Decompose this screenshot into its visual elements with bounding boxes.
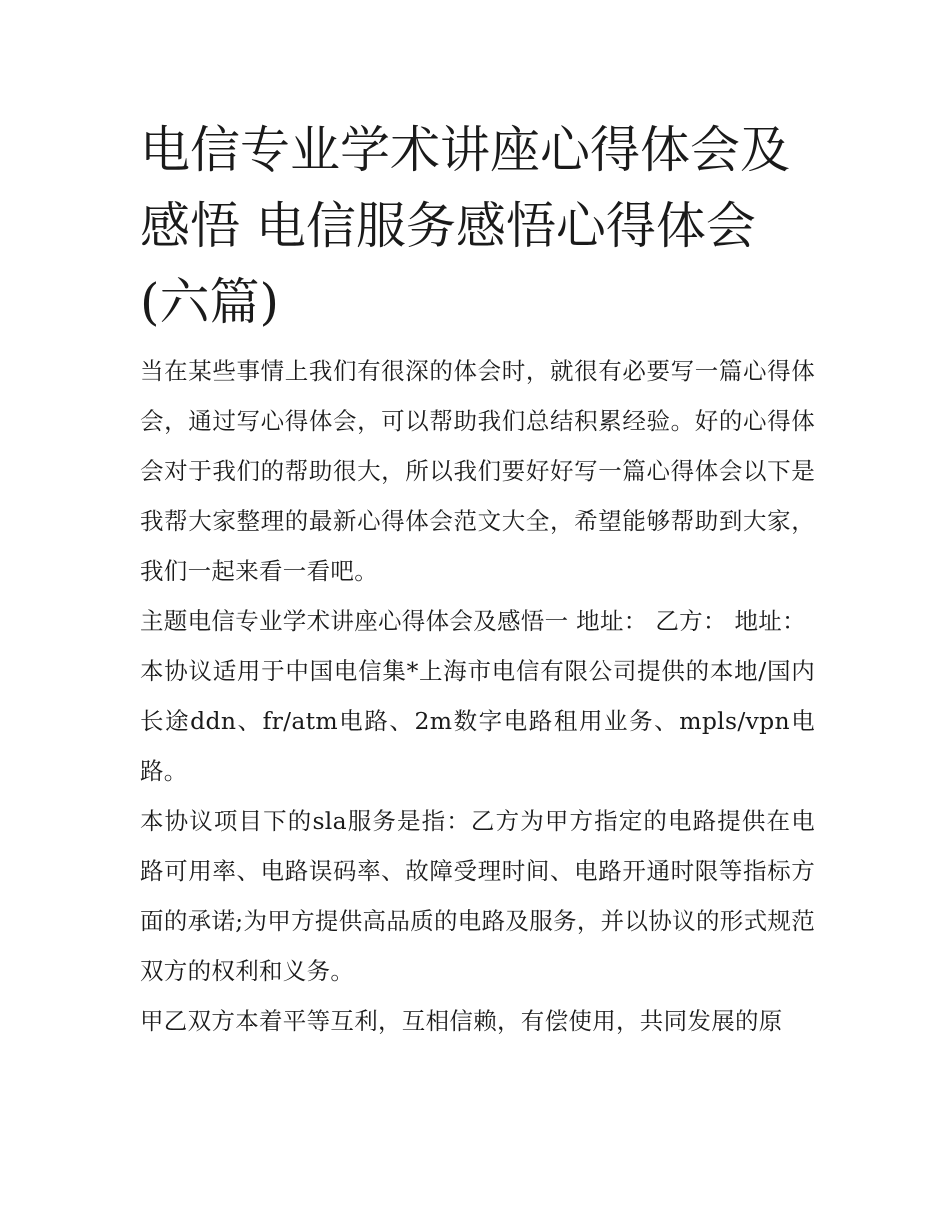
paragraph-sla: 本协议项目下的sla服务是指：乙方为甲方指定的电路提供在电路可用率、电路误码率、故障受理时间、电路开通时限等指标方面的承诺;为甲方提供高品质的电路及服务，并以协议的形式规范双方的权利和义务。 — [140, 807, 815, 985]
paragraph-scope: 本协议适用于中国电信集*上海市电信有限公司提供的本地/国内长途ddn、fr/atm电路、2m数字电路租用业务、mpls/vpn电路。 — [140, 657, 815, 785]
document-page — [140, 112, 815, 1046]
document-title: 电信专业学术讲座心得体会及感悟 电信服务感悟心得体会(六篇) — [140, 121, 790, 331]
paragraph-principle: 甲乙双方本着平等互利，互相信赖，有偿使用，共同发展的原 — [140, 1007, 783, 1035]
paragraph-topic: 主题电信专业学术讲座心得体会及感悟一 地址： 乙方： 地址： — [140, 607, 806, 635]
paragraph-intro: 当在某些事情上我们有很深的体会时，就很有必要写一篇心得体会，通过写心得体会，可以帮助我们总结积累经验。好的心得体会对于我们的帮助很大，所以我们要好好写一篇心得体会以下是我帮大家整理的最新心得体会范文大全，希望能够帮助到大家，我们一起来看一看吧。 — [140, 357, 815, 585]
